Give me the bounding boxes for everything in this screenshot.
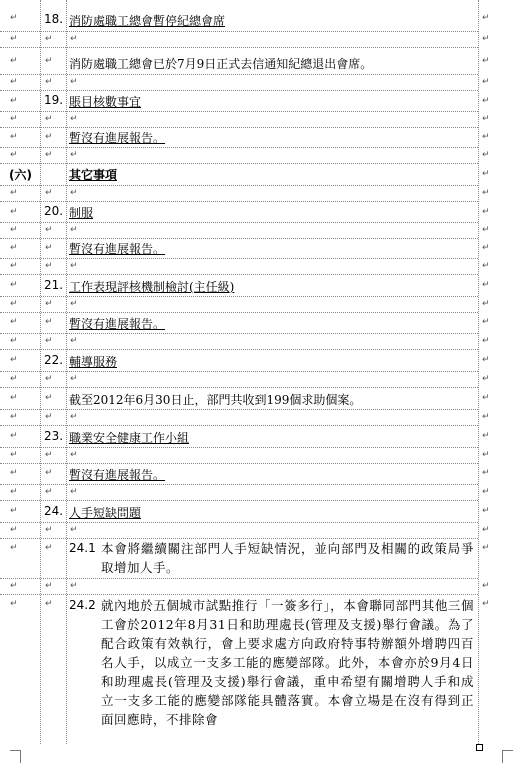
cell-end-mark: ↵ [70, 150, 78, 160]
cell-end-mark: ↵ [70, 412, 78, 422]
table-row [0, 463, 490, 485]
cell-end-mark: ↵ [10, 56, 18, 66]
cell-end-mark: ↵ [70, 261, 78, 271]
table-row [0, 500, 490, 523]
item-number: 19. [44, 93, 64, 107]
item-title: 職業安全健康工作小組 [69, 431, 190, 445]
table-row [0, 578, 490, 595]
cell-end-mark: ↵ [10, 393, 18, 403]
table-end-marker [476, 744, 483, 751]
cell-end-mark: ↵ [45, 225, 53, 235]
table-row [0, 296, 490, 313]
table-row [0, 258, 490, 275]
row-end-mark: ↵ [482, 243, 490, 253]
cell-end-mark: ↵ [70, 299, 78, 309]
table-row [0, 522, 490, 539]
cell-end-mark: ↵ [70, 374, 78, 384]
cell-end-mark: ↵ [45, 450, 53, 460]
cell-end-mark: ↵ [45, 34, 53, 44]
cell-end-mark: ↵ [10, 114, 18, 124]
row-end-mark: ↵ [482, 317, 490, 327]
table-row [0, 201, 490, 223]
table-row [0, 274, 490, 297]
row-end-mark: ↵ [482, 114, 490, 124]
cell-end-mark: ↵ [10, 468, 18, 478]
cell-end-mark: ↵ [10, 243, 18, 253]
cell-end-mark: ↵ [45, 132, 53, 142]
cell-end-mark: ↵ [45, 336, 53, 346]
cell-end-mark: ↵ [10, 355, 18, 365]
item-number: 20. [44, 204, 64, 218]
cell-end-mark: ↵ [10, 543, 18, 553]
page-corner-mark [502, 750, 513, 763]
cell-end-mark: ↵ [10, 261, 18, 271]
table-row [0, 594, 490, 744]
table-row [0, 74, 490, 91]
cell-end-mark: ↵ [45, 487, 53, 497]
cell-end-mark: ↵ [10, 525, 18, 535]
row-end-mark: ↵ [482, 431, 490, 441]
table-row [0, 447, 490, 464]
item-number: 18. [44, 12, 64, 26]
table-row [0, 0, 490, 32]
cell-end-mark: ↵ [45, 77, 53, 87]
cell-end-mark: ↵ [10, 34, 18, 44]
row-end-mark: ↵ [482, 299, 490, 309]
cell-end-mark: ↵ [45, 243, 53, 253]
item-title: 人手短缺問題 [69, 506, 142, 520]
cell-end-mark: ↵ [10, 132, 18, 142]
table-row [0, 163, 490, 186]
table-row [0, 127, 490, 148]
table-row [0, 90, 490, 112]
item-note: 暫沒有進展報告。 [69, 242, 166, 256]
item-title: 賬目核數事宜 [69, 95, 142, 109]
cell-end-mark: ↵ [10, 450, 18, 460]
cell-end-mark: ↵ [10, 207, 18, 217]
cell-end-mark: ↵ [70, 336, 78, 346]
row-end-mark: ↵ [482, 525, 490, 535]
row-end-mark: ↵ [482, 581, 490, 591]
row-end-mark: ↵ [482, 543, 490, 553]
item-title: 消防處職工總會暫停紀總會席 [69, 14, 226, 28]
cell-end-mark: ↵ [45, 525, 53, 535]
item-note: 消防處職工總會已於7月9日正式去信通知紀總退出會席。 [69, 57, 373, 71]
table-column-divider [478, 0, 479, 744]
cell-end-mark: ↵ [45, 599, 53, 609]
cell-end-mark: ↵ [70, 188, 78, 198]
cell-end-mark: ↵ [10, 506, 18, 516]
cell-end-mark: ↵ [70, 581, 78, 591]
item-note: 暫沒有進展報告。 [69, 317, 166, 331]
page-corner-mark [10, 750, 21, 763]
row-end-mark: ↵ [482, 487, 490, 497]
row-end-mark: ↵ [482, 261, 490, 271]
cell-end-mark: ↵ [45, 299, 53, 309]
table-row [0, 47, 490, 75]
item-number: 21. [44, 278, 64, 292]
item-note: 暫沒有進展報告。 [69, 131, 166, 145]
row-end-mark: ↵ [482, 96, 490, 106]
item-note: 暫沒有進展報告。 [69, 468, 166, 482]
cell-end-mark: ↵ [45, 317, 53, 327]
cell-end-mark: ↵ [10, 96, 18, 106]
item-number: 22. [44, 353, 64, 367]
cell-end-mark: ↵ [10, 280, 18, 290]
cell-end-mark: ↵ [10, 336, 18, 346]
table-row [0, 222, 490, 239]
cell-end-mark: ↵ [45, 581, 53, 591]
item-number: 24. [44, 504, 64, 518]
table-row [0, 185, 490, 202]
item-number: 23. [44, 429, 64, 443]
table-row [0, 147, 490, 164]
cell-end-mark: ↵ [10, 412, 18, 422]
cell-end-mark: ↵ [45, 150, 53, 160]
cell-end-mark: ↵ [70, 114, 78, 124]
sub-item-number: 24.1 [69, 541, 96, 555]
cell-end-mark: ↵ [45, 188, 53, 198]
row-end-mark: ↵ [482, 34, 490, 44]
row-end-mark: ↵ [482, 355, 490, 365]
cell-end-mark: ↵ [45, 468, 53, 478]
cell-end-mark: ↵ [45, 261, 53, 271]
row-end-mark: ↵ [482, 450, 490, 460]
sub-item-number: 24.2 [69, 598, 96, 612]
row-end-mark: ↵ [482, 56, 490, 66]
row-end-mark: ↵ [482, 188, 490, 198]
item-note: 截至2012年6月30日止，部門共收到199個求助個案。 [69, 393, 362, 407]
cell-end-mark: ↵ [45, 56, 53, 66]
table-row [0, 31, 490, 48]
cell-end-mark: ↵ [45, 412, 53, 422]
table-row [0, 409, 490, 426]
item-title: 制服 [69, 206, 94, 220]
row-end-mark: ↵ [482, 150, 490, 160]
sub-item-text: 本會將繼續關注部門人手短缺情況，並向部門及相關的政策局爭取增加人手。 [101, 541, 474, 575]
sub-item-text: 就內地於五個城市試點推行「一簽多行」，本會聯同部門其他三個工會於2012年8月31日和助理處長(管理及支援)舉行會議。為了配合政策有效執行，會上要求處方向政府特事特辦額外增聘四百名人手，以成立一支多工能的應變部隊。此外，本會亦於9月4日和助理處長(管理及支援)舉行會議，重申希望有關增聘人手和成立一支多工能的應變部隊能具體落實。本會立場是在沒有得到正面回應時，不排除會 [101, 598, 474, 727]
cell-end-mark: ↵ [70, 225, 78, 235]
cell-end-mark: ↵ [70, 77, 78, 87]
cell-end-mark: ↵ [10, 77, 18, 87]
row-end-mark: ↵ [482, 599, 490, 609]
cell-end-mark: ↵ [70, 450, 78, 460]
cell-end-mark: ↵ [10, 188, 18, 198]
table-row [0, 371, 490, 388]
row-end-mark: ↵ [482, 225, 490, 235]
cell-end-mark: ↵ [10, 599, 18, 609]
cell-end-mark: ↵ [45, 543, 53, 553]
table-row [0, 387, 490, 410]
section-title: 其它事項 [69, 168, 118, 182]
cell-end-mark: ↵ [45, 374, 53, 384]
section-number: (六) [9, 168, 32, 182]
cell-end-mark: ↵ [70, 525, 78, 535]
row-end-mark: ↵ [482, 412, 490, 422]
row-end-mark: ↵ [482, 374, 490, 384]
cell-end-mark: ↵ [10, 150, 18, 160]
cell-end-mark: ↵ [10, 13, 18, 23]
cell-end-mark: ↵ [70, 487, 78, 497]
row-end-mark: ↵ [482, 468, 490, 478]
table-row [0, 312, 490, 334]
row-end-mark: ↵ [482, 336, 490, 346]
cell-end-mark: ↵ [10, 431, 18, 441]
row-end-mark: ↵ [482, 77, 490, 87]
table-row [0, 333, 490, 350]
table-row [0, 425, 490, 448]
cell-end-mark: ↵ [70, 34, 78, 44]
table-row [0, 111, 490, 128]
cell-end-mark: ↵ [10, 317, 18, 327]
cell-end-mark: ↵ [45, 393, 53, 403]
row-end-mark: ↵ [482, 132, 490, 142]
table-row [0, 349, 490, 372]
row-end-mark: ↵ [482, 207, 490, 217]
cell-end-mark: ↵ [45, 114, 53, 124]
table-row [0, 238, 490, 259]
cell-end-mark: ↵ [10, 374, 18, 384]
cell-end-mark: ↵ [10, 225, 18, 235]
cell-end-mark: ↵ [10, 581, 18, 591]
row-end-mark: ↵ [482, 393, 490, 403]
table-row [0, 484, 490, 501]
row-end-mark: ↵ [482, 506, 490, 516]
table-row [0, 538, 490, 579]
item-title: 工作表現評核機制檢討(主任級) [69, 280, 235, 294]
cell-end-mark: ↵ [10, 299, 18, 309]
cell-end-mark: ↵ [10, 487, 18, 497]
row-end-mark: ↵ [482, 13, 490, 23]
row-end-mark: ↵ [482, 169, 490, 179]
row-end-mark: ↵ [482, 280, 490, 290]
item-title: 輔導服務 [69, 355, 118, 369]
